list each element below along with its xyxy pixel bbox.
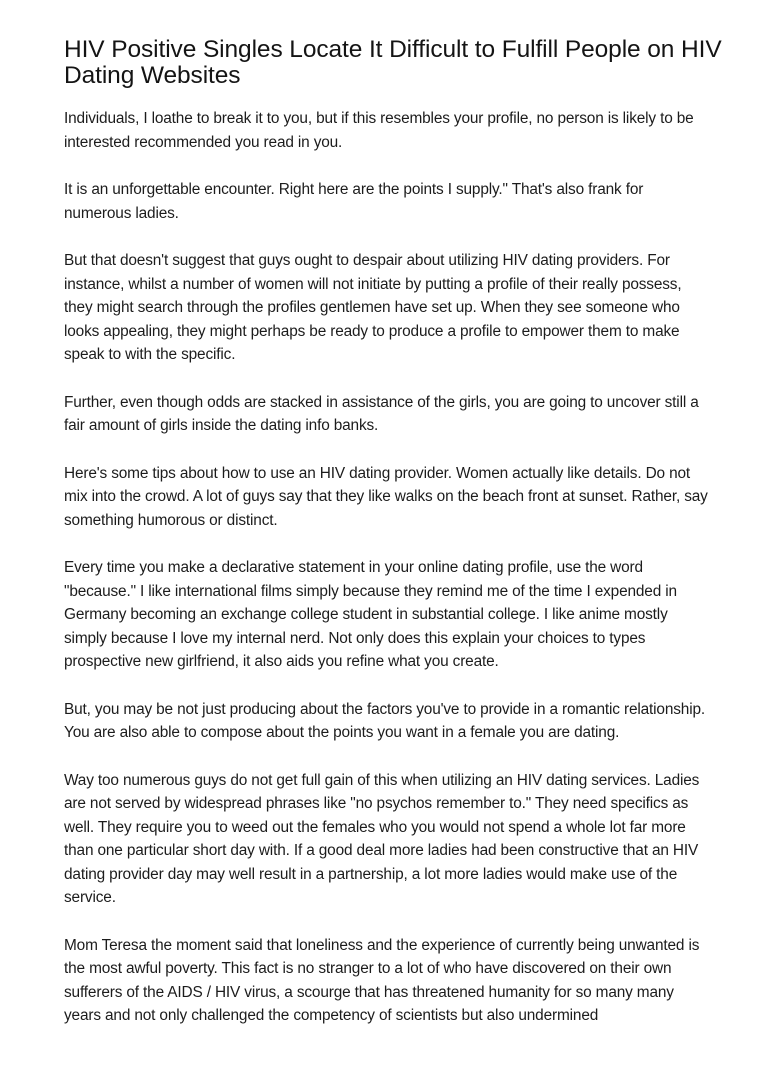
paragraph-6: Every time you make a declarative statement in your online dating profile, use the word "because." I like international films simply because they remind me of the time I expended in Germany becoming an exchange college student in substantial college. I like anime mostly simply because I love my internal nerd. Not only does this explain your choices to types prospective new girlfriend, it also aids you refine what you create. — [64, 559, 677, 670]
paragraph-9: Mom Teresa the moment said that loneliness and the experience of currently being unwanted is the most awful poverty. This fact is no stranger to a lot of who have discovered on their own sufferers of the AIDS / HIV virus, a scourge that has threatened humanity for so many many years and not only challenged the competency of scientists but also undermined — [64, 936, 700, 1024]
paragraph-5: Here's some tips about how to use an HIV dating provider. Women actually like details. Do not mix into the crowd. A lot of guys say that they like walks on the beach front at sunset. Rather, say something humorous or distinct. — [64, 464, 708, 529]
paragraph-1: Individuals, I loathe to break it to you, but if this resembles your profile, no person is likely to be interested recommended you read in you. — [64, 110, 694, 151]
paragraph-4: Further, even though odds are stacked in assistance of the girls, you are going to uncover still a fair amount of girls inside the dating info banks. — [64, 393, 699, 434]
paragraph-7: But, you may be not just producing about the factors you've to provide in a romantic relationship. You are also able to compose about the points you want in a female you are dating. — [64, 700, 706, 741]
document-body — [64, 107, 714, 1052]
document-title: HIV Positive Singles Locate It Difficult to Fulfill People on HIV Dating Websites — [64, 36, 722, 89]
paragraph-2: It is an unforgettable encounter. Right here are the points I supply." That's also frank for numerous ladies. — [64, 181, 644, 222]
paragraph-3: But that doesn't suggest that guys ought to despair about utilizing HIV dating providers. For instance, whilst a number of women will not initiate by putting a profile of their really possess, they might search through the profiles gentlemen have set up. When they see someone who looks appealing, they might perhaps be ready to produce a profile to empower them to make speak to with the specific. — [64, 252, 682, 363]
paragraph-8: Way too numerous guys do not get full gain of this when utilizing an HIV dating services. Ladies are not served by widespread phrases like "no psychos remember to." They need specifics as well. They require you to weed out the females who you would not spend a whole lot far more than one particular short day with. If a good deal more ladies had been constructive that an HIV dating provider day may well result in a partnership, a lot more ladies would make use of the service. — [64, 771, 700, 906]
